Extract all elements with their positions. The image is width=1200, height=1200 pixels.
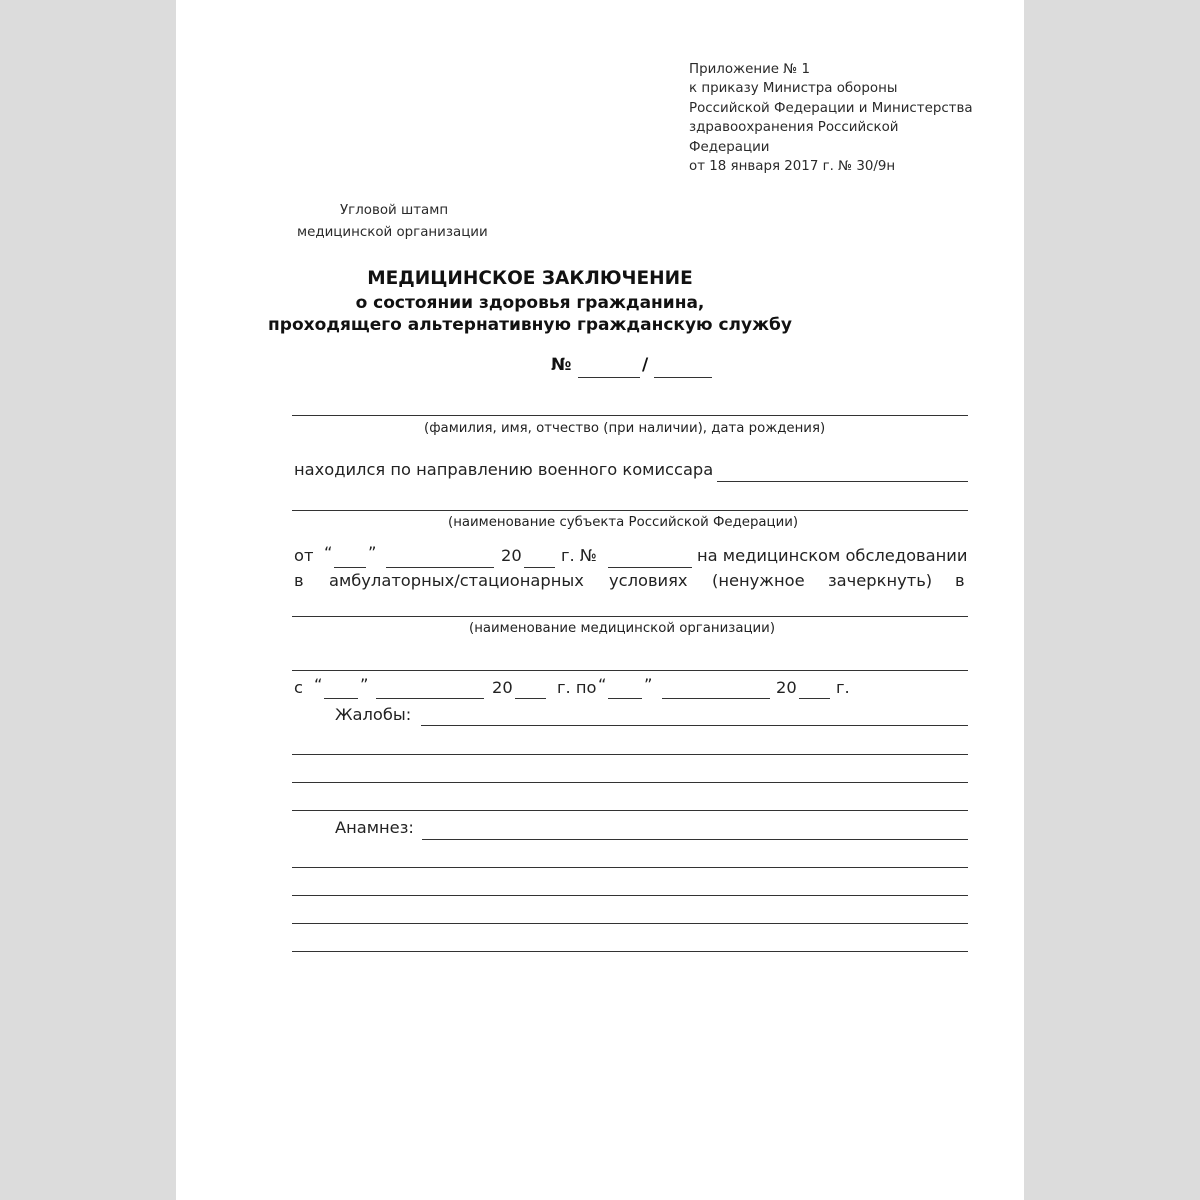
appendix-line: к приказу Министра обороны	[689, 81, 898, 97]
day-field[interactable]	[334, 567, 366, 568]
period-month-to-field[interactable]	[662, 698, 770, 699]
appendix-line: Приложение № 1	[689, 62, 810, 77]
document-subtitle-2: проходящего альтернативную гражданскую службу	[268, 315, 792, 335]
anamnesis-field[interactable]	[422, 839, 968, 840]
year-prefix: 20	[492, 678, 513, 697]
quote-close: ”	[360, 675, 369, 694]
conditions-word: в	[294, 571, 304, 590]
year-field[interactable]	[524, 567, 555, 568]
complaints-field[interactable]	[292, 782, 968, 783]
anamnesis-label: Анамнез:	[335, 818, 414, 837]
complaints-field[interactable]	[421, 725, 968, 726]
exam-label: на медицинском обследовании	[697, 546, 968, 565]
complaints-field[interactable]	[292, 754, 968, 755]
quote-open: “	[314, 675, 323, 694]
complaints-field[interactable]	[292, 810, 968, 811]
period-from-label: с	[294, 678, 303, 697]
period-year-from-field[interactable]	[515, 698, 546, 699]
document-title: МЕДИЦИНСКОЕ ЗАКЛЮЧЕНИЕ	[367, 268, 693, 289]
anamnesis-field[interactable]	[292, 951, 968, 952]
region-caption: (наименование субъекта Российской Федерации)	[448, 515, 799, 530]
complaints-label: Жалобы:	[335, 705, 412, 724]
period-day-to-field[interactable]	[608, 698, 642, 699]
anamnesis-field[interactable]	[292, 895, 968, 896]
referral-number-field[interactable]	[608, 567, 692, 568]
document-subtitle-1: о состоянии здоровья гражданина,	[355, 293, 705, 313]
quote-close: ”	[368, 543, 377, 562]
organization-field-2[interactable]	[292, 670, 968, 671]
appendix-line: Российской Федерации и Министерства	[689, 100, 973, 116]
document-page	[176, 0, 1024, 1200]
conditions-word: условиях	[609, 571, 688, 590]
conditions-word: зачеркнуть)	[828, 571, 933, 590]
appendix-line: Федерации	[689, 139, 770, 155]
number-field-1[interactable]	[578, 377, 640, 378]
period-month-from-field[interactable]	[376, 698, 484, 699]
name-caption: (фамилия, имя, отчество (при наличии), дата рождения)	[424, 421, 826, 436]
number-sign: №	[551, 355, 572, 375]
month-field[interactable]	[386, 567, 494, 568]
number-label: г. №	[561, 546, 597, 565]
quote-open: “	[324, 543, 333, 562]
year-prefix: 20	[776, 678, 797, 697]
anamnesis-field[interactable]	[292, 867, 968, 868]
quote-open: “	[598, 675, 607, 694]
year-suffix: г.	[836, 678, 850, 697]
number-field-2[interactable]	[654, 377, 712, 378]
region-field[interactable]	[292, 510, 968, 511]
appendix-line: здравоохранения Российской	[689, 120, 899, 136]
referral-label: находился по направлению военного комиссара	[294, 460, 714, 479]
commissar-field[interactable]	[717, 481, 968, 482]
conditions-word: (ненужное	[712, 571, 805, 590]
date-from-label: от	[294, 546, 314, 565]
period-to-label: г. по	[557, 678, 597, 697]
number-separator: /	[642, 355, 649, 375]
conditions-word: в	[955, 571, 965, 590]
year-prefix: 20	[501, 546, 522, 565]
period-year-to-field[interactable]	[799, 698, 830, 699]
stamp-label-2: медицинской организации	[297, 225, 488, 240]
conditions-word: амбулаторных/стационарных	[329, 571, 584, 590]
name-field[interactable]	[292, 415, 968, 416]
anamnesis-field[interactable]	[292, 923, 968, 924]
appendix-line: от 18 января 2017 г. № 30/9н	[689, 159, 896, 175]
appendix-block	[689, 60, 973, 176]
organization-field[interactable]	[292, 616, 968, 617]
quote-close: ”	[644, 675, 653, 694]
organization-caption: (наименование медицинской организации)	[469, 621, 776, 636]
stamp-label-1: Угловой штамп	[340, 203, 449, 218]
period-day-from-field[interactable]	[324, 698, 358, 699]
